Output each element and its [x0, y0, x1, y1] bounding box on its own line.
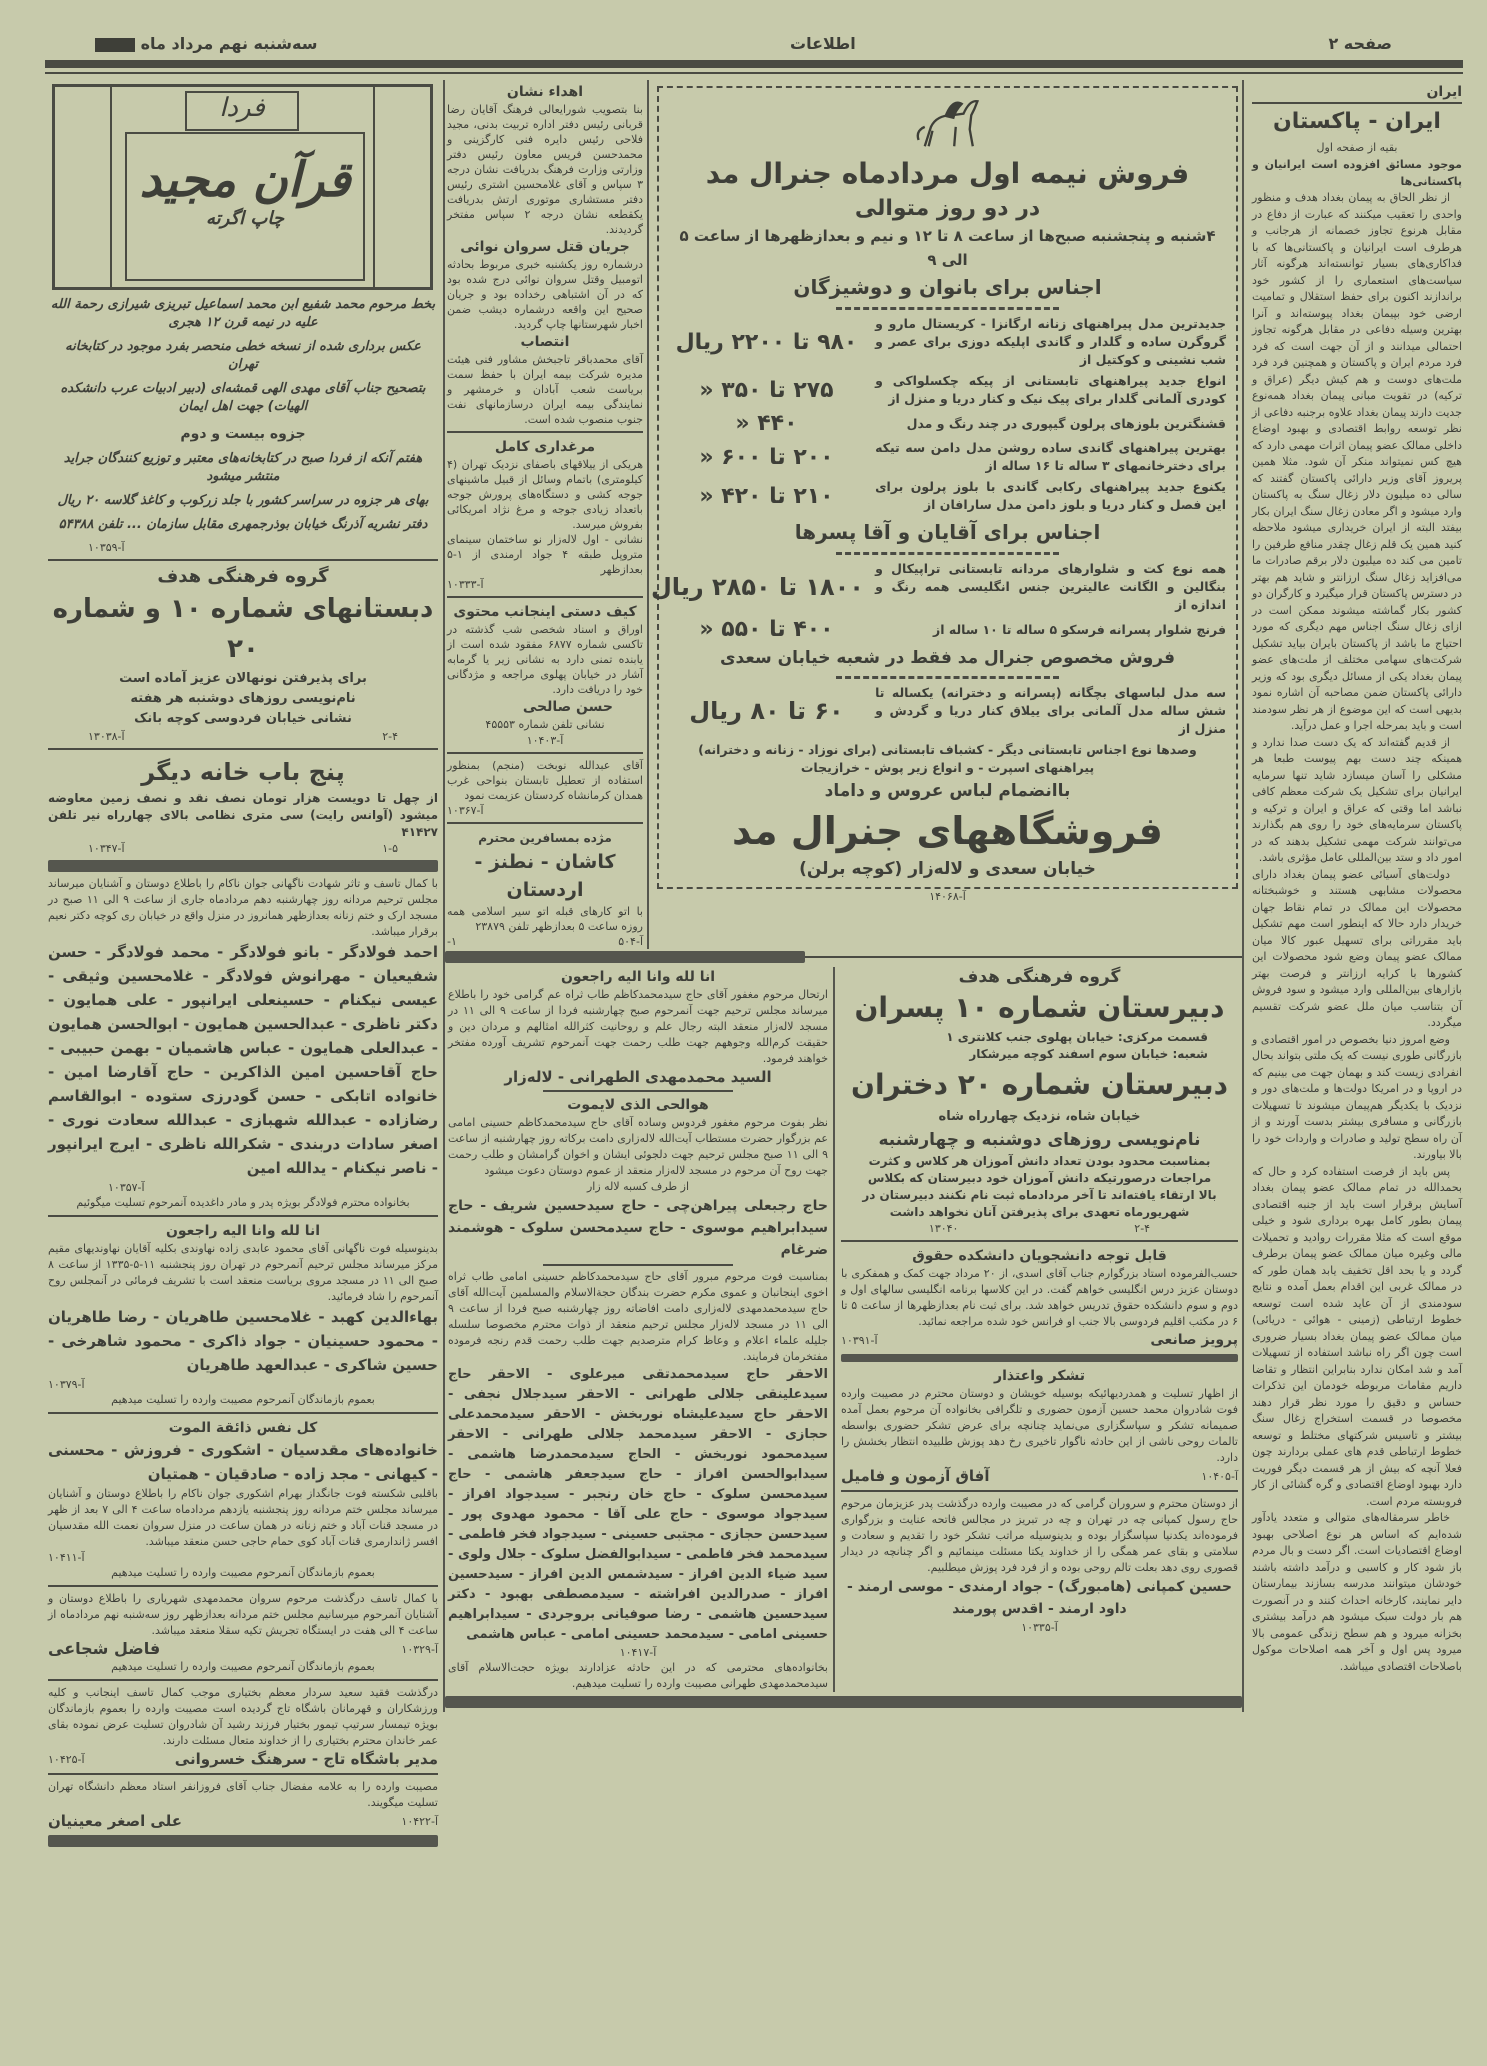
item-price: ۶۰ تا ۸۰ ریال: [689, 697, 844, 725]
redacted-year: [95, 38, 135, 52]
notice-text: بمناسبت فوت مرحوم مبرور آقای حاج سیدمحمدکاظم حسینی امامی طاب ثراه اخوی اینجانبان و عموی مکرم حضرت بندگان حجة‌الاسلام والمسلمین آیت‌الله آقای حاج سیدمحمدمهدی لاله‌زاری دامت افاضاته روز چهارشنبه صبح فردا از ساعت ۹ الی ۱۱ در مسجد لاله‌زار مجلس ترحیم منعقد از ذوات محترم مخصوصا سلسله جلیله علماء اعلام و وعاظ کرام مترصدیم جهت طلب رحمت قدم رنجه فرموده مفتخرمان فرمایند.: [448, 1270, 829, 1363]
notice-text: از دوستان محترم و سروران گرامی که در مصیبت وارده درگذشت پدر عزیزمان مرحوم حاج رسول کمپانی چه در تهران و چه در تبریز در مجالس فاتحه عنایت و بزرگواری فرموده‌اند یکدنیا سپاسگزار بوده و بدینوسیله مراتب تشکر خود را تقدیم و سعادت و سلامتی و بقای عمر همگی را از خداوند یکتا مسئلت مینمائیم و اگر چنانچه در دیدار قصوری روی دهد بعلت تالم روحی بوده و از فرد فرد پوزش میطلبیم.: [841, 1497, 1238, 1574]
general-mode-ad: [650, 86, 1238, 889]
ad-pretitle: مژده بمسافرین محترم: [478, 831, 612, 845]
signatories: الاحقر حاج سیدمحمدتقی میرعلوی - الاحقر حاج سیدعلینقی جلالی طهرانی - الاحقر سیدجلال نجفی - الاحقر حاج سیدعلیشاه نوربخش - الاحقر سیدمحمدعلی حجازی - الاحقر سیدمحمد جلالی طهرانی - الاحقر سیدمحمود نوربخش - الحاج سیدمحمدرضا هاشمی - سیدابوالحسن افراز - حاج سیدجعفر هاشمی - حاج سیدمحسن سلوک - حاج خان رنجبر - سیدجواد افراز - سیدجواد موسوی - حاج علی آقا - محمود مهدوی پور - سیدحسن حجازی - مجتبی حسینی - سیدجواد فخر فاطمی - سیدمحمد فخر فاطمی - سیدابوالفضل سلوک - جلال ولوی - سید ضیاء الدین افراز - سیدشمس الدین افراز - سیدحسین افراز - صدرالدین افراشته - سیدمصطفی بهبود - دکتر سیدحسین هاشمی - رضا صوفیانی بروجردی - سیدابراهیم حسینی امامی - سیدمحمد حسینی امامی - عباس هاشمی: [448, 1367, 828, 1642]
ad-title: دبستانهای شماره ۱۰ و شماره ۲۰: [52, 594, 434, 664]
ad-code: آ-۱۰۴۲۵: [48, 1752, 85, 1766]
top-band: [445, 80, 1242, 949]
page-number: صفحه ۲: [1328, 34, 1392, 53]
group-name: گروه فرهنگی هدف: [157, 566, 329, 587]
divider: [48, 1773, 438, 1775]
ad-text: با اتو کارهای قبله اتو سیر اسلامی همه روزه ساعت ۵ بعدازظهر تلفن ۲۳۸۷۹: [447, 905, 643, 933]
ad-hours: ۴شنبه و پنجشنبه صبح‌ها از ساعت ۸ تا ۱۲ و نیم و بعدازظهر‌ها از ساعت ۵ الی ۹: [679, 227, 1216, 269]
condolence-ashkouri: [48, 1418, 438, 1581]
price-item: [669, 617, 1226, 642]
signatories: حاج رجبعلی پیراهن‌چی - حاج سیدحسین شریف - حاج سیدابراهیم موسوی - حاج سیدمحسن سلوک - هوشمند ضرغام: [448, 1198, 828, 1258]
notice-title: انا لله وانا الیه راجعون: [165, 1223, 321, 1239]
girls-school-address: خیابان شاه، نزدیک چهارراه شاه: [938, 1109, 1141, 1124]
run-dates: ۱-۵: [382, 842, 398, 855]
notice-title: قابل توجه دانشجویان دانشکده حقوق: [912, 1248, 1167, 1264]
ad-code: آ-۱۰۴۰۵: [1201, 1469, 1238, 1483]
item-description: همه نوع کت و شلوارهای مردانه تابستانی تراپیکال و بنگالین و الگانت عالیترین جنس انگلیسی همه رنگ و اندازه از: [875, 561, 1226, 612]
bottom-band: [445, 967, 1242, 1692]
news-title-medal: اهداء نشان: [506, 84, 584, 100]
condolence-abedizadeh: [48, 1221, 438, 1408]
notice-text: از اظهار تسلیت و همدردیهائیکه بوسیله خویشان و دوستان محترم در مصیبت وارده فوت شادروان محمد حسین آزمون حضوری و تلگرافی بخانواده آن مرحوم بعمل آمده صمیمانه تشکر و سپاسگزاری می‌نماید چنانچه برای عرض تشکر حضوری بواسطه تالمات روحی ناشی از این حادثه ناگوار تاخیری رخ دهد پوزش طلبیده انتظار بخشش را دارد.: [841, 1387, 1238, 1464]
divider: [48, 1215, 438, 1217]
item-price: ۲۱۰ تا ۴۲۰ «: [699, 483, 834, 509]
item-price: ۲۰۰ تا ۶۰۰ «: [699, 444, 834, 470]
boys-school-title: دبیرستان شماره ۱۰ پسران: [854, 991, 1225, 1024]
notice-footer: بعموم بازماندگان آنمرحوم مصیبت وارده را تسلیت میدهیم: [111, 1393, 375, 1406]
masthead-thick-rule: [45, 60, 1463, 68]
ad-title-lost-bag: کیف دستی اینجانب محتوی: [453, 604, 637, 620]
section-bar: [841, 1354, 1238, 1362]
notice-text: مصیبت وارده را به علامه مفضال جناب آقای فروزانفر استاد معظم دانشگاه تهران تسلیت میگویند.: [48, 1780, 438, 1809]
article-paragraph: خاطر سرمقاله‌های متوالی و متعدد یادآور شده‌ایم که اساس هر نوع اصلاحی بهبود اوضاع اقتصادیات است. اگر دست و بال مردم باز شود کار و کاسبی و درآمد داشته باشند خودشان میتوانند مدرسه بسازند بیمارستان دایر نمایند، کارخانه احداث کنند و در آنصورت هم بار دولت سبک میشود هم درآمد بیشتری بخزانه میرود و هم سطح زندگی عمومی بالا میرود پس اول و آخر همه اصلاحات موکول باصلاحات اقتصادی میباشد.: [1252, 1511, 1462, 1673]
condolence-fouladgar: [48, 876, 438, 1211]
item-description: جدیدترین مدل پیراهنهای زنانه ارگانزا - کریستال مارو و گروگرن ساده و گلدار و گاندی اپلیکه دوزی برای عصر و شب نشینی و کوکتیل از: [875, 316, 1226, 367]
item-description: یکنوع جدید پیراهنهای رکابی گاندی با بلوز پرلون برای این فصل و کنار دریا و بلوز دامن مدل سارافان از: [875, 479, 1226, 512]
notice-footer: بعموم بازماندگان آنمرحوم مصیبت وارده را تسلیت میدهیم: [111, 1566, 375, 1579]
hadaf-primary-ad: [48, 565, 438, 744]
price-item: [650, 560, 1226, 614]
signatory: علی اصغر معینیان: [48, 1812, 182, 1830]
families: خانواده‌های مقدسیان - اشکوری - فروزش - محسنی - کیهانی - مجد زاده - صادقیان - همتیان: [48, 1441, 438, 1483]
quran-line: هفتم آنکه از فردا صبح در کتابخانه‌های معتبر و توزیع کنندگان جراید منتشر میشود: [63, 451, 423, 484]
quran-line: بخط مرحوم محمد شفیع ابن محمد اسماعیل تبریزی شیرازی رحمة الله علیه در نیمه قرن ۱۲ هجری: [50, 297, 436, 330]
signatory: مدیر باشگاه تاج - سرهنگ خسروانی: [174, 1750, 438, 1768]
men-heading: اجناس برای آقایان و آقا پسرها: [794, 520, 1101, 544]
newspaper-name: اطلاعات: [790, 34, 856, 53]
ad-code: آ-۱۰۳۳۵: [1021, 1621, 1058, 1634]
ad-column: [649, 80, 1242, 949]
quran-title: قرآن مجید: [139, 152, 351, 208]
article-paragraph: دولت‌های آسیائی عضو پیمان بغداد دارای محصولات مشابهی هستند و خوشبختانه محصولات این ممالک در تمام نقاط جهان خریدار دارد حالا که اینطور است مهم تشکیل باید مقرراتی برای تسهیل عبور کالا میان ممالک عضو پیمان وضع شود محصولات این کشورها با کرایه ارزانتر و فرصت بهتر بازارهای بین‌المللی وارد میشود و سود فروش آن بتناسب میان ملل عضو شرکت تقسیم میگردد.: [1252, 867, 1462, 1029]
signatory: آفاق آزمون و فامیل: [841, 1467, 990, 1485]
ad-headline: فروش نیمه اول مردادماه جنرال مد: [705, 157, 1190, 190]
quran-line: دفتر نشریه آذرنگ خیابان بوذرجمهری مقابل سازمان ... تلفن ۵۴۳۸۸: [58, 517, 428, 532]
news-text: آقای محمدباقر تاجبخش مشاور فنی هیئت مدیره شرکت بیمه ایران با حفظ سمت بریاست شعب آبادان و خرمشهر و نمایندگی بیمه ایران درسازمانهای نفت جنوب منصوب شده است.: [447, 353, 643, 426]
section-bar: [48, 860, 438, 872]
group-name: گروه فرهنگی هدف: [958, 967, 1121, 987]
notice-footer: بخانواده‌های محترمی که در این حادثه عزادارند بویژه حجت‌الاسلام آقای سیدمحمدمهدی طهرانی مصیبت وارده را تسلیت میدهیم.: [448, 1661, 828, 1690]
ad-code: آ-۱۰۳۹۱: [841, 1333, 878, 1347]
notice-from: از طرف کسبه لاله زار: [586, 1180, 690, 1193]
masthead-thin-rule: [45, 72, 1463, 74]
notice-text: نظر بفوت مرحوم مغفور فردوس‌ وساده آقای حاج سیدمحمدکاظم حسینی امامی عم بزرگوار حضرت مستطاب آیت‌الله لاله‌زاری دامت برکاته روز چهارشنبه از ساعت ۹ الی ۱۱ صبح مجلس ترحیم جهت دلجوئی ایشان و اخوان گرامشان و طلب رحمت جهت روح آن مرحوم در مسجد لاله‌زار منعقد از عموم دوستان دعوت میشود: [448, 1116, 828, 1177]
run-dates: ۲-۴: [1134, 1222, 1151, 1235]
ad-code: آ-۱۰۳۵۹: [88, 541, 125, 554]
notice-title: کل نفس ذائقة الموت: [168, 1420, 318, 1436]
article-paragraph: از نظر الحاق به پیمان بغداد هدف و منظور واحدی را تعقیب میکنند که عبارت از دفاع در مقابل هرنوع تجاوز خصمانه از هرجانب و هرطرف است ایرانیان و پاکستانی‌ها که با فداکاری‌های بسیار توانسته‌اند هرگونه آثار سیاست‌های استعماری را از کشور خود براندازند اکنون برای حفظ استقلال و تمامیت ارضی خود بپیمان بغداد پیوسته‌اند و آنرا بهترین وسیله دفاعی در مقابل هرگونه تجاوز احتمالی میدانند و از آن جهت است که فرد فرد مردم ایران و پاکستان و همچنین فرد فرد ملت‌های دوست و هم کیش دیگر (عراق و ترکیه) در تقویت مبانی پیمان بغداد همه‌نوع جدیت دارند پیمان بغداد علاوه برجنبه دفاعی از نظر توسعه روابط اقتصادی و بهبود اوضاع داخلی ممالک عضو پیمان اثرات مهمی دارد که هیچ کس نمیتواند منکر آن شود. مثلا همین پریروز آقای وزیر دارائی پاکستان گفتند که سالی ده میلیون دلار زغال سنگ به پاکستان وارد میشود و اگر معادن زغال سنگ ایران بکار بیفتد البته از ایران خریداری میشود ملاحظه کنید همین یک قلم زغال چقدر منافع طرفین را تامین می کند ده میلیون دلار برقم صادرات ما می‌افزاید زغال سنگ ارزانتر و شاید هم بهتر در دسترس پاکستان قرار میگیرد و کارگران دو کشور بکار گماشته میشوند ممکن است در ازای زغال سنگ اجناس مهم دیگری که مورد احتیاج ما باشد از پاکستان بایران بیاید تشکیل شرکت‌های سهامی مختلف از ملت‌های عضو پیمان بغداد یکی از مسائل دیگری بود که وزیر دارائی پاکستان ضمن مصاحبه آن اشاره نمود بدیهی است که این موضوع از هر نظر سودمند است و باید بمرحله اجرا و عمل درآید.: [1252, 191, 1462, 732]
price-item: [669, 411, 1226, 436]
signatory: فاضل شجاعی: [48, 1639, 161, 1658]
divider: [48, 559, 438, 561]
news-column: [445, 80, 649, 949]
quran-part: جزوه بیست و دوم: [180, 426, 306, 442]
left-column: [48, 84, 438, 1851]
ad-code: آ-۱۰۴۱۷: [619, 1646, 657, 1659]
iran-pakistan-article: [1252, 84, 1462, 1675]
special-sale: فروش مخصوص جنرال مد فقط در شعبه خیابان سعدی: [719, 648, 1176, 668]
news-title-appointment: انتصاب: [520, 334, 570, 350]
store-address: خیابان سعدی و لاله‌زار (کوچه برلن): [799, 859, 1096, 879]
quran-ad: [52, 84, 433, 290]
news-text: بنا بتصویب شورایعالی فرهنگ آقایان رضا قربانی رئیس دفتر اداره تربیت بدنی، مجید فلاحی رئیس دایره فنی کارگزینی و محمدحسن فریس معاون رئیس دفتر وزارتی وزارت فرهنگ بدریافت نشان درجه ۳ سپاس و آقای غلامحسین اشتری رئیس دفتر مستشاری موتوری ارتش بدریافت یکقطعه نشان درجه ۲ سپاس مفتخر گردیدند.: [447, 103, 643, 236]
phone: نشانی تلفن شماره ۴۵۵۵۳: [485, 718, 605, 731]
item-price: ۱۸۰۰ تا ۲۸۵۰ ریال: [650, 573, 864, 601]
article-paragraph: پس باید از فرصت استفاده کرد و حال که بحمدالله در تمام ممالک عضو پیمان بغداد آسایش برقرار است باید از جنبه اقتصادی پیمان بطور کامل بهره برداری شود و خیلی موقع است که مثلا مقررات روادید و تحمیلات مالی وغیره میان ممالک عضو پیمان برطرف گردد و یا بحد اقل تخفیف یابد همان طور که در ممالک غربی این اقدام بعمل آمده و نتایج سودمندی از آن عاید شده است توسعه خطوط ارتباطی (زمینی - هوائی - دریائی) میان ممالک عضو پیمان بغداد بسیار ضروری است چون اگر راه نباشد استفاده از تسهیلات آمد و شد امکان ندارد بنابراین انتظار و تقاضا داریم مقامات مربوطه خودمان این تذکرات حساس و دقیق را مورد نظر قرار دهند مخصوصا در قسمت استخراج زغال سنگ بیشتر و تاسیس شرکتهای مختلط و توسعه خطوط ارتباطی قدم های عملی بردارند چون فعلا آنچه که بیش از هر قسمت دیگر فوریت دارد بهبود اوضاع اقتصادی و گره گشائی از کار فروبسته مردم است.: [1252, 1164, 1462, 1508]
price-item: [669, 439, 1226, 475]
misc-items: وصدها نوع اجناس تابستانی دیگر - کشباف تابستانی (برای نوزاد - زنانه و دخترانه) پیراهنهای اسپرت - و انواع زیر پوش - خرازیجات: [698, 742, 1197, 775]
women-heading: اجناس برای بانوان و دوشیزگان: [793, 275, 1102, 299]
registration-note: بمناسبت محدود بودن تعداد دانش آموزان هر کلاس و کثرت مراجعات درصورتیکه دانش آموزان خود دبیرستان که بکلاس بالا ارتقاء یافته‌اند تا آخر مردادماه ثبت نام نکنند دبیرستان در شهریورماه تعهدی برای پذیرفتن آنان نخواهد داشت: [862, 1154, 1217, 1219]
divider: [48, 1412, 438, 1414]
divider: [48, 748, 438, 750]
signatory: حسن صالحی: [522, 699, 613, 715]
ad-code: آ-۱۰۳۳۳: [447, 578, 484, 591]
notice-text: با کمال تاسف درگذشت مرحوم سروان محمدمهدی شهریاری را باطلاع دوستان و آشنایان آنمرحوم میرسانیم مجلس ختم مردانه بعدازظهر روز سه‌شنبه نهم مردادماه از ساعت ۴ الی هفت در ایستگاه تجریش تکیه سقلا منعقد میباشد.: [48, 1592, 438, 1637]
house-ad: [48, 754, 438, 856]
issue-date: [95, 34, 317, 53]
quran-top-label: فردا: [185, 91, 299, 131]
registration-days: نام‌نویسی روزهای دوشنبه و چهارشنبه: [878, 1130, 1201, 1150]
section-bar: [445, 951, 805, 963]
news-title-murder: جریان قتل سروان نوائی: [460, 239, 630, 255]
ad-code: آ-۱۰۳۷۹: [48, 1378, 85, 1391]
ad-text: اوراق و اسناد شخصی شب گذشته در تاکسی شماره ۶۸۷۷ مفقود شده است از یابنده تمنی دارد به نشانی زیر یا گرمابه آشار در خیابان پهلوی مراجعه و مژدگانی خود را دریافت دارد.: [447, 623, 643, 696]
item-description: سه مدل لباسهای بچگانه (پسرانه و دخترانه) یکساله تا شش ساله مدل آلمانی برای ییلاق کنار دریا و گردش و منزل از: [875, 685, 1226, 736]
ad-subheadline: در دو روز متوالی: [854, 196, 1041, 221]
ad-line: نشانی خیابان فردوسی کوچه بانک: [134, 711, 352, 726]
ad-line: برای پذیرفتن نونهالان عزیز آماده است: [119, 671, 367, 686]
ad-title-poultry: مرغداری کامل: [494, 439, 596, 455]
news-text: درشماره روز یکشنبه خبری مربوط بحادثه اتومبیل وقتل سروان نوائی درج شده بود که در آن اشتباهی رخداده بود و جریان صحیح این واقعه درشماره دیشب ضمن اخبار شهرستانها چاپ گردید.: [447, 258, 643, 331]
ad-code: آ-۱۰۳۵۷: [108, 1181, 145, 1194]
store-name: فروشگاههای جنرال مد: [732, 809, 1163, 853]
ad-address: نشانی - اول لاله‌زار نو ساختمان سینمای متروپل طبقه ۴ جواد ارمندی از ۱-۵ بعدازظهر: [447, 533, 643, 576]
item-price: ۲۷۵ تا ۳۵۰ «: [699, 377, 834, 403]
middle-columns: [443, 80, 1244, 1712]
ad-code: آ-۱۰۳۴۷: [88, 842, 125, 855]
ad-line: نام‌نویسی روزهای دوشنبه هر هفته: [130, 691, 356, 706]
article-paragraph: از قدیم گفته‌اند که یک دست صدا ندارد و همینکه چند دست بهم پیوست طبعا هر مشکلی را آسان میسازد شاید تنها سرمایه ایرانیان برای تشکیل یک شرکت معظم کافی نباشد اما وقتی که عراق و ایران و ترکیه و پاکستان سرمایه‌های خود را روی هم بگذارند می‌توانند شرکت مهمی تشکیل بدهند که در امور داد و ستد بین‌المللی عامل مؤثری باشد.: [1252, 735, 1462, 864]
ad-code: آ-۱۰۴۱۱: [48, 1551, 85, 1564]
ad-code: آ-۱۰۴۲۲: [401, 1814, 438, 1828]
item-description: فرنچ شلوار پسرانه فرسکو ۵ ساله تا ۱۰ ساله از: [933, 621, 1226, 637]
notice-text: حسب‌الفرموده استاد بزرگوارم جناب آقای اسدی، از ۲۰ مرداد جهت کمک و همفکری با دوستان عزیز درس انگلیسی خواهم گفت. در این کلاسها برنامه انگلیسی سالهای اول و دوم و سوم دانشکده حقوق تدریس خواهد شد. برای ثبت نام بعدازظهر‌ها از ساعت ۵ تا ۶ در مکتب اقلیم فردوسی بالا جنب او فرانس خود شده مراجعه نمائید.: [841, 1267, 1238, 1328]
continued-note: بقیه از صفحه اول: [1316, 141, 1398, 154]
ad-code: ۱۳۰۴۰: [928, 1222, 959, 1235]
quran-line: بتصحیح جناب آقای مهدی الهی قمشه‌ای (دبیر ادبیات عرب دانشکده الهیات) جهت اهل ایمان: [60, 381, 426, 414]
ad-text: هریکی از ییلاقهای باصفای نزدیک تهران (۴ کیلومتری) باتمام وسائل از قبیل ماشینهای جوجه کشی و دستگاه‌های پرورش جوجه باتعداد زیادی جوجه و مرغ نژاد امریکائی بفروش میرسد.: [447, 458, 643, 531]
item-description: قشنگترین بلوزهای پرلون گیپوری در چند رنگ و مدل: [906, 415, 1226, 431]
ad-code: آ-۱۰۴۰۳: [526, 734, 564, 747]
ad-code: آ-۱۴۰۶۸: [929, 890, 966, 903]
ad-title: پنج باب خانه دیگر: [141, 758, 345, 786]
notice-text: باقلبی شکسته فوت جانگداز بهرام اشکوری جوان ناکام را باطلاع دوستان و آشنایان میرساند مجلس ختم مردانه روز پنجشنبه یازدهم مردادماه ساعت ۴ الی ۷ بعد از ظهر در مسجد قنات آباد و ختم زنانه در همان ساعت در منزل سروان نعمت الله مقدسیان افسر ژاندارمری قنات آباد کوی حمام حاجی حسن منعقد میباشد.: [48, 1487, 438, 1548]
quran-line: بهای هر جزوه در سراسر کشور با جلد زرکوب و کاغذ گلاسه ۲۰ ریال: [57, 493, 429, 508]
item-price: ۴۰۰ تا ۵۵۰ «: [699, 617, 834, 642]
dotted-divider: [836, 552, 1059, 555]
signatories: بهاءالدین کهبد - غلامحسین طاهریان - رضا طاهریان - محمود حسینیان - جواد ذاکری - محمود شاهرخی - حسین شاکری - عبدالعهد طاهریان: [48, 1308, 438, 1374]
ad-text: آقای عبدالله نوبخت (منجم) بمنظور استفاده از تعطیل تابستان بنواحی غرب همدان کرمانشاه کردستان عزیمت نمود: [447, 759, 643, 802]
signatory: پرویز صانعی: [1150, 1332, 1238, 1348]
price-item: [669, 684, 1226, 738]
notice-title: هوالحی الذی لایموت: [567, 1097, 709, 1113]
ad-text: از چهل تا دویست هزار تومان نصف نقد و نصف زمین معاوضه میشود (آوانس رایت) سی متری نظامی بالای چهارراه نیر تلفن ۴۱۴۲۷: [48, 791, 438, 839]
calligraphy-side-panel: [373, 87, 430, 287]
ad-code: آ-۱۳۰۳۸: [88, 730, 125, 743]
mourning-column: [445, 967, 835, 1692]
dotted-divider: [836, 676, 1059, 679]
quran-title-box: [125, 132, 365, 281]
article-title: ایران - پاکستان: [1273, 109, 1441, 134]
divider: [48, 1679, 438, 1681]
divider: [48, 1585, 438, 1587]
central-address: قسمت مرکزی: خیابان پهلوی جنب کلانتری ۱: [946, 1030, 1208, 1044]
price-item: [669, 478, 1226, 514]
ad-code: آ-۱۰۳۲۹: [401, 1642, 438, 1656]
notice-text: ارتحال مرحوم مغفور آقای حاج سیدمحمدکاظم طاب ثراه عم گرامی خود را باطلاع میرساند مجلس ترحیم جهت آنمرحوم صبح چهارشنبه فردا از ساعت ۹ الی ۱۱ در مسجد لاله‌زار منعقد البته رجال علم و روحانیت کثرالله امثالهم و مردان دین و حقیقت کرم‌الله وجوههم جهت طلب رحمت جهت آنمرحوم تشریف آورده مفتخر خواهند فرمود.: [448, 988, 828, 1065]
quran-line: عکس برداری شده از نسخه خطی منحصر بفرد موجود در کتابخانه تهران: [65, 339, 421, 372]
girls-school-title: دبیرستان شماره ۲۰ دختران: [851, 1068, 1228, 1101]
notice-title: تشکر واعتذار: [994, 1368, 1085, 1384]
item-price: ۴۴۰ «: [735, 411, 798, 436]
condolence-forouzanfar: [48, 1779, 438, 1831]
notice-text: با کمال تاسف و تاثر شهادت ناگهانی جوان ناکام را باطلاع دوستان و آشنایان میرساند مجلس ترحیم مردانه روز چهارشنبه دهم مردادماه جاری از ساعت ۹ الی ۱۱ صبح در مسجد ارک و ختم زنانه بعدازظهر همانروز در منزل واقع در خیابان ری کوچه دکتر نعیم برقرار میباشد.: [48, 877, 439, 938]
quran-subtitle: چاپ اگرته: [206, 208, 284, 229]
signatories: احمد فولادگر - بانو فولادگر - محمد فولادگر - حسن شفیعیان - مهرانوش فولادگر - غلامحسین وثیقی - عیسی نیکنام - حسینعلی ایرانپور - علی همایون - دکتر ناظری - عبدالحسین همایون - ابوالحسن همایون - عبدالعلی همایون - عباس هاشمیان - بهمن حبیبی - حاج آقاحسین امین الذاکرین - حاج آقارضا امین - خانواده اتابکی - حسن گودرزی ستوده - ابوالقاسم رضازاده - عبدالله شهبازی - عبدالله سعادت نوری - اصغر سادات دربندی - شکرالله ناظری - ایرج ایرانپور - ناصر نیکنام - یدالله امین: [48, 943, 438, 1177]
notice-footer: بخانواده محترم فولادگر بویژه پدر و مادر داغدیده آنمرحوم تسلیت میگوئیم: [76, 1196, 410, 1209]
quran-details: [48, 296, 438, 555]
price-item: [669, 372, 1226, 408]
signatory: السید محمدمهدی الطهرانی - لاله‌زار: [504, 1068, 772, 1086]
notice-text: درگذشت فقید سعید سردار معظم بختیاری موجب کمال تاسف اینجانب و کلیه ورزشکاران و قهرمانان باشگاه تاج گردیده است مصیبت وارده را بعموم بازماندگان بویژه تیمسار سرتیپ تیمور بختیار فرزند رشید آن شادروان تسلیت عرض نموده بقای عمر خاندان محترم بختیاری را از خداوند متعال مسئلت دارند.: [48, 1686, 438, 1747]
condolence-shahriari: [48, 1591, 438, 1675]
notice-text: بدینوسیله فوت ناگهانی آقای محمود عابدی زاده نهاوندی بکلیه آقایان نهاوندیهای مقیم مرکز میرساند مجلس ترحیم آنمرحوم در تهران روز پنجشنبه ۱۱-۵-۱۳۳۵ از ساعت ۸ صبح الی ۱۱ در مسجد مروی بریاست منعقد است با تشریف فرمائی در آنمجلس روح آنمرحوم را شاد فرمائید.: [48, 1242, 438, 1303]
item-description: انواع جدید پیراهنهای تابستانی از پیکه چکسلواکی و کودری آلمانی گلدار برای پیک نیک و کنار دریا و منزل از: [875, 373, 1226, 406]
winged-lion-logo: [908, 92, 988, 154]
article-lead: موجود مسائق افزوده است ایرانیان و پاکستانی‌ها: [1252, 158, 1462, 188]
section-bar: [445, 1696, 1242, 1708]
ad-code: آ-۱۰۳۶۷: [447, 804, 484, 817]
ad-code: آ-۵۰۴: [618, 935, 643, 948]
article-paragraph: وضع امروز دنیا بخصوص در امور اقتصادی و بازرگانی طوری نیست که یک ملتی بتواند بحال انفرادی زیست کند و بهمان جهت می بینیم که در اروپا و در امریکا دولت‌ها و ملت‌های دور و نزدیک با یکدیگر هم‌پیمان میشوند تا تسهیلات بازرگانی و مسافری بیشتر بدست آورند و از آن راه سطح تولید و صادرات و واردات خود را بالا بیاورند.: [1252, 1032, 1462, 1161]
divider: [805, 956, 1242, 958]
condolence-bakhtiari: [48, 1685, 438, 1769]
date-text: سه‌شنبه نهم مرداد ماه: [140, 34, 318, 53]
signatories: حسین کمپانی (هامبورگ) - جواد ارمندی - موسی ارمند - داود ارمند - اقدس پورمند: [847, 1579, 1232, 1617]
bridal-note: باانضمام لباس عروس و داماد: [824, 781, 1071, 801]
section-bar: [48, 1835, 438, 1847]
notice-title: انا لله وانا الیه راجعون: [560, 969, 716, 985]
run-dates: ۱-: [447, 935, 457, 948]
item-description: بهترین پیراهنهای گاندی ساده روشن مدل دامن سه تیکه برای دخترخانمهای ۳ ساله تا ۱۶ ساله از: [875, 440, 1226, 473]
run-dates: ۲-۴: [382, 730, 398, 743]
hadaf-high-school-ad: [835, 967, 1242, 1692]
item-price: ۹۸۰ تا ۲۲۰۰ ریال: [675, 329, 858, 355]
branch-address: شعبه: خیابان سوم اسفند کوچه میرشکار: [969, 1047, 1208, 1061]
notice-footer: بعموم بازماندگان آنمرحوم مصیبت وارده را تسلیت میدهیم: [111, 1660, 375, 1673]
price-item: [669, 315, 1226, 369]
ad-title-bus: کاشان - نطنز - اردستان: [474, 851, 616, 901]
dotted-divider: [836, 307, 1059, 310]
calligraphy-side-panel: [55, 87, 112, 287]
section-label: ایران: [1252, 84, 1462, 104]
